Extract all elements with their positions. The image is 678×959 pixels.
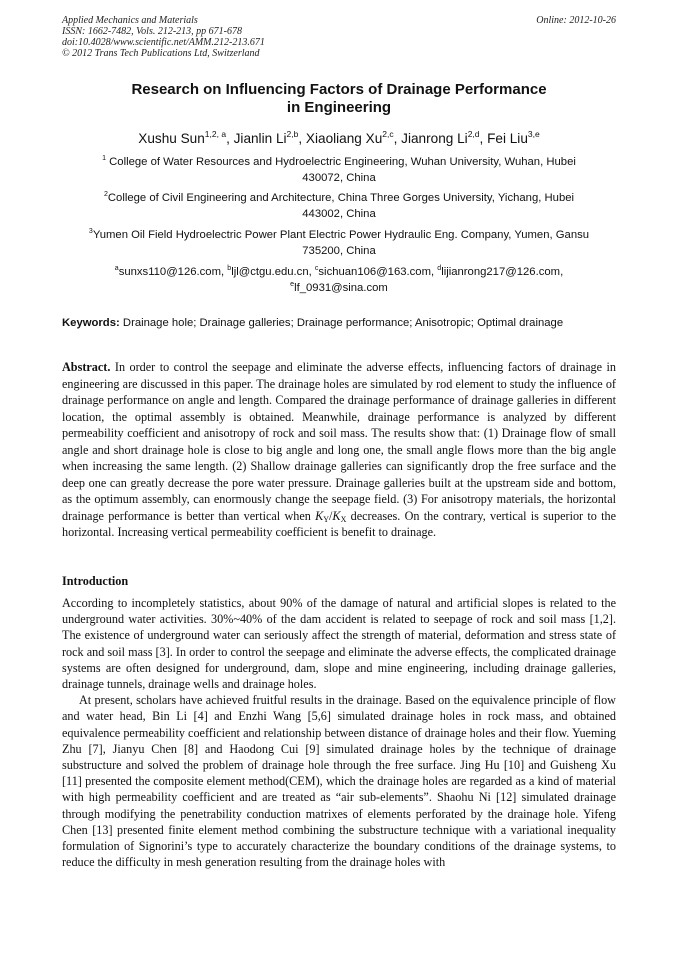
abstract-section: Abstract. In order to control the seepage and eliminate the adverse effects, influencing factors of drainage in engineering are discussed in this paper. The drainage holes are simulated by rod element to study the influence of drainage performance on angle and length. Compared the drainage performance of drainage galleries in different location, the optimal assembly is obtained. Meanwhile, drainage performance is analyzed by different permeability coefficient and anisotropy of rock and soil mass. The results show that: (1) Drainage flow of small angle and short drainage hole is close to big angle and long one, the small angle flows more than the big angle when increasing the same length. (2) Shallow drainage galleries can significantly drop the free surface and the deep one can greatly decrease the pore water pressure. Drainage galleries built at the upstream side and bottom, as the optimum assembly, can enormously change the seepage field. (3) For anisotropy materials, the horizontal drainage performance is better than vertical when $K_Y/K_X$ decreases. On the contrary, vertical is superior to the horizontal. Increasing vertical permeability coefficient is benefit to drainage. <box>62 360 616 539</box>
section-heading-introduction: Introduction <box>62 574 129 588</box>
author-affiliation-mark: 3,e <box>527 129 540 139</box>
online-date: Online: 2012-10-26 <box>536 15 616 26</box>
author-emails: $^a$sunxs110@126.com, $^b$ljl@ctgu.edu.cn, $^c$sichuan106@163.com, $^d$lijianrong217@126.com, $^e$lf_0931@sina.com <box>114 265 564 294</box>
copyright-line: © 2012 Trans Tech Publications Ltd, Switzerland <box>62 48 260 59</box>
title-line-1: Research on Influencing Factors of Drainage Performance <box>131 81 547 98</box>
email-address: lijianrong217@126.com <box>441 266 561 278</box>
affiliation-1: $^1$ College of Water Resources and Hydroelectric Engineering, Wuhan University, Wuhan, Hubei 430072, China <box>102 155 576 184</box>
abstract-text: In order to control the seepage and eliminate the adverse effects, influencing factors of drainage in engineering are discussed in this paper. The drainage holes are simulated by rod element to study the influence of drainage performance on angle and length. Compared the drainage performance of drainage galleries in different location, the optimal assembly is obtained. Meanwhile, drainage performance is analyzed by different permeability coefficient and anisotropy of rock and soil mass. The results show that: (1) Drainage flow of small angle and short drainage hole is close to big angle and long one, the small angle flows more than the big angle when increasing the same length. (2) Shallow drainage galleries can significantly drop the free surface and the deep one can greatly decrease the pore water pressure. Drainage galleries built at the upstream side and bottom, as the optimum assembly, can enormously change the seepage field. (3) For anisotropy materials, the horizontal drainage performance is better than vertical when <box>62 360 616 523</box>
abstract-label: Abstract. <box>62 360 111 374</box>
journal-header <box>62 15 616 59</box>
email-address: sichuan106@163.com <box>318 266 431 278</box>
author-name: Jianlin Li <box>233 131 287 146</box>
author-name: Jianrong Li <box>401 131 468 146</box>
affiliation-number: 1 <box>102 155 106 162</box>
email-address: sunxs110@126.com <box>118 266 222 278</box>
author-affiliation-mark: 2,d <box>467 129 480 139</box>
author-name: Fei Liu <box>487 131 528 146</box>
author-name: Xiaoliang Xu <box>305 131 383 146</box>
paragraph: According to incompletely statistics, about 90% of the damage of natural and artificial slopes is related to the underground water activities. 30%~40% of the dam accident is related to seepage of rock and soil mass [1,2]. The existence of underground water can seriously affect the strength of material, deformation and stress state of rock and soil mass [3]. In order to control the seepage and eliminate the adverse effects, the complicated drainage systems are often designed for underground, dam, slope and mine engineering, including drainage galleries, drainage tunnels, drainage wells and drainage holes. <box>62 596 616 692</box>
keywords-section <box>62 315 616 331</box>
email-address: ljl@ctgu.edu.cn <box>231 266 309 278</box>
title-line-2: in Engineering <box>286 99 392 116</box>
keywords-text: Drainage hole; Drainage galleries; Drainage performance; Anisotropic; Optimal drainage <box>122 317 564 329</box>
author-affiliation-mark: 2,b <box>286 129 299 139</box>
issn-line: ISSN: 1662-7482, Vols. 212-213, pp 671-678 <box>62 26 242 37</box>
author-affiliation-mark: 2,c <box>382 129 394 139</box>
keywords-label: Keywords: <box>62 317 120 329</box>
paragraph: At present, scholars have achieved fruitful results in the drainage. Based on the equivalence principle of flow and water head, Bin Li [4] and Enzhi Wang [5,6] simulated drainage holes in rock mass, and obtained equivalence permeability coefficient and relationship between distance of drainage holes and their flow. Yueming Zhu [7], Jianyu Chen [8] and Haodong Cui [9] simulated drainage holes by the technique of drainage substructure and solved the problem of drainage hole through the free surface. Jing Hu [10] and Guisheng Xu [11] presented the composite element method(CEM), which the drainage holes are regarded as a kind of material with high permeability coefficient and are treated as “air sub-elements”. Shaohu Ni [12] simulated drainage through modifying the penetrability conduction matrixes of elements perforated by the drainage hole. Yifeng Chen [13] presented finite element method combining the substructure technique with a variational inequality formulation of Signorini’s type to accurately characterize the boundary conditions of the drainage systems, to reduce the difficulty in mesh generation resulting from the drainage holes with <box>62 693 616 870</box>
author-list: Xushu Sun$^{1,2, a}$, Jianlin Li$^{2,b}$, Xiaoliang Xu$^{2,c}$, Jianrong Li$^{2,d}$, Fei Liu$^{3,e}$ <box>138 129 540 146</box>
author-name: Xushu Sun <box>138 131 205 146</box>
email-address: lf_0931@sina.com <box>294 282 388 294</box>
paper-title <box>62 81 616 117</box>
author-affiliation-mark: 1,2, a <box>204 129 227 139</box>
affiliation-3: $^3$Yumen Oil Field Hydroelectric Power Plant Electric Power Hydraulic Eng. Company, Yumen, Gansu 735200, China <box>88 228 590 257</box>
affiliation-2: $^2$College of Civil Engineering and Architecture, China Three Gorges University, Yichang, Hubei 443002, China <box>103 191 575 220</box>
affiliation-number: 3 <box>88 228 93 235</box>
affiliation-number: 2 <box>103 191 108 198</box>
doi-line: doi:10.4028/www.scientific.net/AMM.212-213.671 <box>62 37 265 48</box>
journal-name: Applied Mechanics and Materials <box>62 15 198 26</box>
introduction-body <box>62 595 616 870</box>
